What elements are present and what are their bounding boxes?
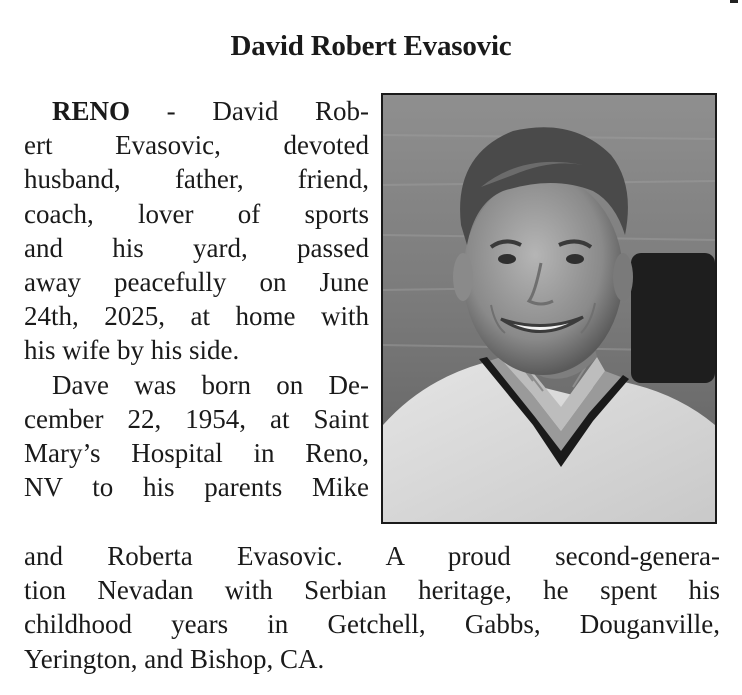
text-line-11: Mary’s Hospital in Reno,	[24, 437, 369, 468]
text-line-1-rest: - David Rob-	[130, 96, 369, 126]
text-line-5: and his yard, passed	[24, 232, 369, 263]
text-line-1	[24, 94, 369, 128]
text-wide-line-1: and Roberta Evasovic. A proud second-genera-	[24, 541, 720, 571]
dark-object-background	[631, 253, 715, 383]
text-wide-line-2: tion Nevadan with Serbian heritage, he spent his	[24, 575, 720, 606]
text-wide-line-4: Yerington, and Bishop, CA.	[24, 643, 325, 674]
text-line-8: his wife by his side.	[24, 335, 240, 366]
portrait-photo	[381, 93, 717, 524]
edge-mark	[730, 0, 738, 3]
obituary-title: David Robert Evasovic	[230, 30, 512, 62]
face	[463, 175, 623, 375]
text-wide-line-3: childhood years in Getchell, Gabbs, Douganville,	[24, 609, 720, 640]
text-line-4: coach, lover of sports	[24, 198, 369, 229]
dateline: RENO	[52, 96, 131, 126]
text-line-3: husband, father, friend,	[24, 164, 369, 195]
text-column	[24, 94, 369, 504]
text-line-9: Dave was born on De-	[52, 369, 369, 400]
text-line-2: ert Evasovic, devoted	[24, 130, 369, 161]
text-line-7: 24th, 2025, at home with	[24, 301, 369, 332]
text-line-6: away peacefully on June	[24, 266, 369, 297]
text-line-12: NV to his parents Mike	[24, 472, 369, 503]
text-wide-block	[24, 539, 720, 676]
portrait-illustration	[383, 95, 715, 522]
text-line-10: cember 22, 1954, at Saint	[24, 403, 369, 434]
